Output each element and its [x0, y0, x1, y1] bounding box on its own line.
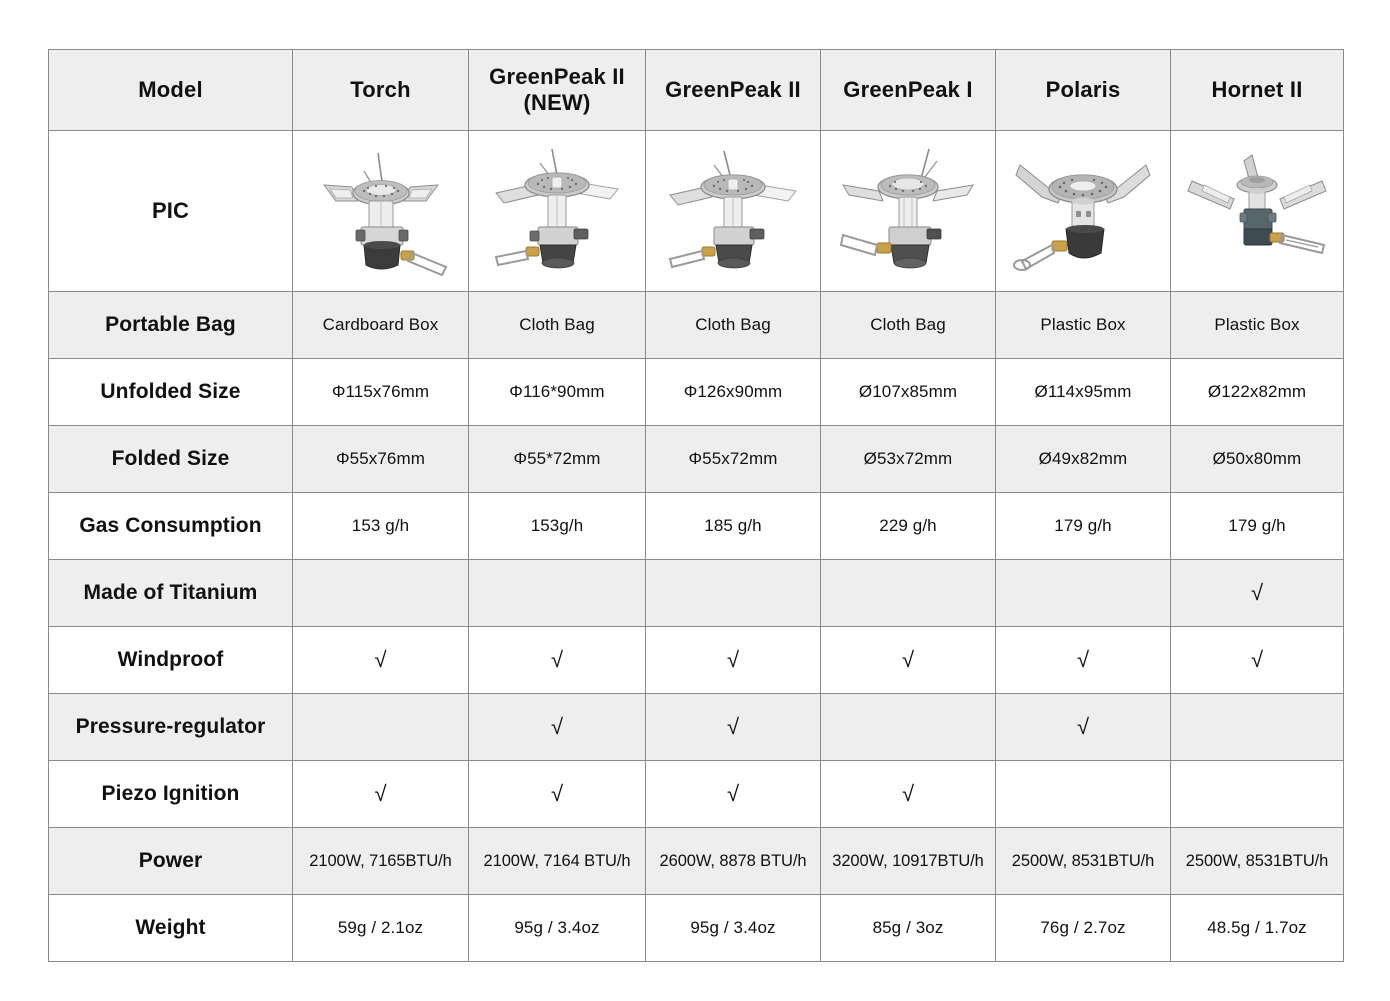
row-label-unfolded-size: Unfolded Size: [49, 359, 293, 426]
cell-power-greenpeak2: 2600W, 8878 BTU/h: [646, 828, 821, 895]
table-row-windproof: [49, 627, 1344, 694]
row-label-made-of-titanium: Made of Titanium: [49, 560, 293, 627]
cell-pressure-regulator-hornet2: [1171, 694, 1344, 761]
cell-power-greenpeak1: 3200W, 10917BTU/h: [821, 828, 996, 895]
table-row-weight: [49, 895, 1344, 962]
header-cell-greenpeak2new: [469, 50, 646, 131]
cell-folded-size-hornet2: Ø50x80mm: [1171, 426, 1344, 493]
header-cell-greenpeak1: GreenPeak I: [821, 50, 996, 131]
cell-weight-polaris: 76g / 2.7oz: [996, 895, 1171, 962]
cell-pressure-regulator-torch: [293, 694, 469, 761]
table-row-power: [49, 828, 1344, 895]
header-cell-greenpeak2: GreenPeak II: [646, 50, 821, 131]
cell-weight-hornet2: 48.5g / 1.7oz: [1171, 895, 1344, 962]
header-cell-torch: Torch: [293, 50, 469, 131]
header-cell-hornet2: Hornet II: [1171, 50, 1344, 131]
row-label-gas-consumption: Gas Consumption: [49, 493, 293, 560]
row-label-pic: PIC: [49, 131, 293, 292]
cell-unfolded-size-torch: Φ115x76mm: [293, 359, 469, 426]
cell-pic-greenpeak2new: [469, 131, 646, 292]
cell-made-of-titanium-greenpeak2new: [469, 560, 646, 627]
header-greenpeak2new-line2: (NEW): [523, 90, 591, 115]
cell-power-torch: 2100W, 7165BTU/h: [293, 828, 469, 895]
cell-windproof-greenpeak2: √: [646, 627, 821, 694]
cell-power-greenpeak2new: 2100W, 7164 BTU/h: [469, 828, 646, 895]
cell-gas-consumption-polaris: 179 g/h: [996, 493, 1171, 560]
cell-unfolded-size-polaris: Ø114x95mm: [996, 359, 1171, 426]
cell-piezo-ignition-greenpeak1: √: [821, 761, 996, 828]
cell-portable-bag-torch: Cardboard Box: [293, 292, 469, 359]
header-cell-polaris: Polaris: [996, 50, 1171, 131]
table-row-unfolded-size: [49, 359, 1344, 426]
stove-polaris-photo: [1000, 136, 1166, 286]
stove-hornet2-photo: [1175, 136, 1339, 286]
row-label-weight: Weight: [49, 895, 293, 962]
cell-pic-greenpeak1: [821, 131, 996, 292]
cell-gas-consumption-torch: 153 g/h: [293, 493, 469, 560]
cell-pic-torch: [293, 131, 469, 292]
cell-power-hornet2: 2500W, 8531BTU/h: [1171, 828, 1344, 895]
cell-windproof-greenpeak1: √: [821, 627, 996, 694]
cell-piezo-ignition-polaris: [996, 761, 1171, 828]
table-header-row: [49, 50, 1344, 131]
row-label-portable-bag: Portable Bag: [49, 292, 293, 359]
table-row-piezo-ignition: [49, 761, 1344, 828]
cell-windproof-greenpeak2new: √: [469, 627, 646, 694]
cell-portable-bag-greenpeak2new: Cloth Bag: [469, 292, 646, 359]
table-row-pic: [49, 131, 1344, 292]
stove-torch-photo: [297, 136, 464, 286]
stove-comparison-table: [48, 49, 1344, 962]
cell-pressure-regulator-polaris: √: [996, 694, 1171, 761]
cell-portable-bag-hornet2: Plastic Box: [1171, 292, 1344, 359]
cell-piezo-ignition-torch: √: [293, 761, 469, 828]
cell-pressure-regulator-greenpeak2: √: [646, 694, 821, 761]
row-label-folded-size: Folded Size: [49, 426, 293, 493]
row-label-power: Power: [49, 828, 293, 895]
cell-pic-hornet2: [1171, 131, 1344, 292]
cell-gas-consumption-greenpeak2new: 153g/h: [469, 493, 646, 560]
stove-greenpeak1-photo: [825, 136, 991, 286]
table-row-portable-bag: [49, 292, 1344, 359]
table-row-folded-size: [49, 426, 1344, 493]
cell-made-of-titanium-torch: [293, 560, 469, 627]
cell-windproof-hornet2: √: [1171, 627, 1344, 694]
cell-unfolded-size-hornet2: Ø122x82mm: [1171, 359, 1344, 426]
cell-unfolded-size-greenpeak2new: Φ116*90mm: [469, 359, 646, 426]
cell-folded-size-polaris: Ø49x82mm: [996, 426, 1171, 493]
cell-windproof-polaris: √: [996, 627, 1171, 694]
row-label-windproof: Windproof: [49, 627, 293, 694]
cell-weight-greenpeak1: 85g / 3oz: [821, 895, 996, 962]
cell-windproof-torch: √: [293, 627, 469, 694]
cell-gas-consumption-greenpeak2: 185 g/h: [646, 493, 821, 560]
cell-portable-bag-polaris: Plastic Box: [996, 292, 1171, 359]
cell-weight-greenpeak2: 95g / 3.4oz: [646, 895, 821, 962]
cell-portable-bag-greenpeak1: Cloth Bag: [821, 292, 996, 359]
cell-folded-size-torch: Φ55x76mm: [293, 426, 469, 493]
cell-weight-torch: 59g / 2.1oz: [293, 895, 469, 962]
cell-piezo-ignition-greenpeak2new: √: [469, 761, 646, 828]
cell-folded-size-greenpeak2: Φ55x72mm: [646, 426, 821, 493]
cell-portable-bag-greenpeak2: Cloth Bag: [646, 292, 821, 359]
cell-made-of-titanium-hornet2: √: [1171, 560, 1344, 627]
cell-weight-greenpeak2new: 95g / 3.4oz: [469, 895, 646, 962]
cell-folded-size-greenpeak1: Ø53x72mm: [821, 426, 996, 493]
cell-pic-greenpeak2: [646, 131, 821, 292]
cell-made-of-titanium-greenpeak1: [821, 560, 996, 627]
row-label-piezo-ignition: Piezo Ignition: [49, 761, 293, 828]
row-label-pressure-regulator: Pressure-regulator: [49, 694, 293, 761]
table-row-gas-consumption: [49, 493, 1344, 560]
cell-folded-size-greenpeak2new: Φ55*72mm: [469, 426, 646, 493]
cell-pressure-regulator-greenpeak2new: √: [469, 694, 646, 761]
header-greenpeak2new-line1: GreenPeak II: [489, 64, 625, 90]
stove-greenpeak2new-photo: [473, 136, 641, 286]
stove-greenpeak2-photo: [650, 136, 816, 286]
cell-gas-consumption-greenpeak1: 229 g/h: [821, 493, 996, 560]
header-cell-model: Model: [49, 50, 293, 131]
cell-unfolded-size-greenpeak2: Φ126x90mm: [646, 359, 821, 426]
cell-pic-polaris: [996, 131, 1171, 292]
cell-pressure-regulator-greenpeak1: [821, 694, 996, 761]
table-row-pressure-regulator: [49, 694, 1344, 761]
cell-piezo-ignition-greenpeak2: √: [646, 761, 821, 828]
cell-made-of-titanium-polaris: [996, 560, 1171, 627]
table-row-made-of-titanium: [49, 560, 1344, 627]
cell-piezo-ignition-hornet2: [1171, 761, 1344, 828]
cell-unfolded-size-greenpeak1: Ø107x85mm: [821, 359, 996, 426]
cell-gas-consumption-hornet2: 179 g/h: [1171, 493, 1344, 560]
cell-made-of-titanium-greenpeak2: [646, 560, 821, 627]
cell-power-polaris: 2500W, 8531BTU/h: [996, 828, 1171, 895]
